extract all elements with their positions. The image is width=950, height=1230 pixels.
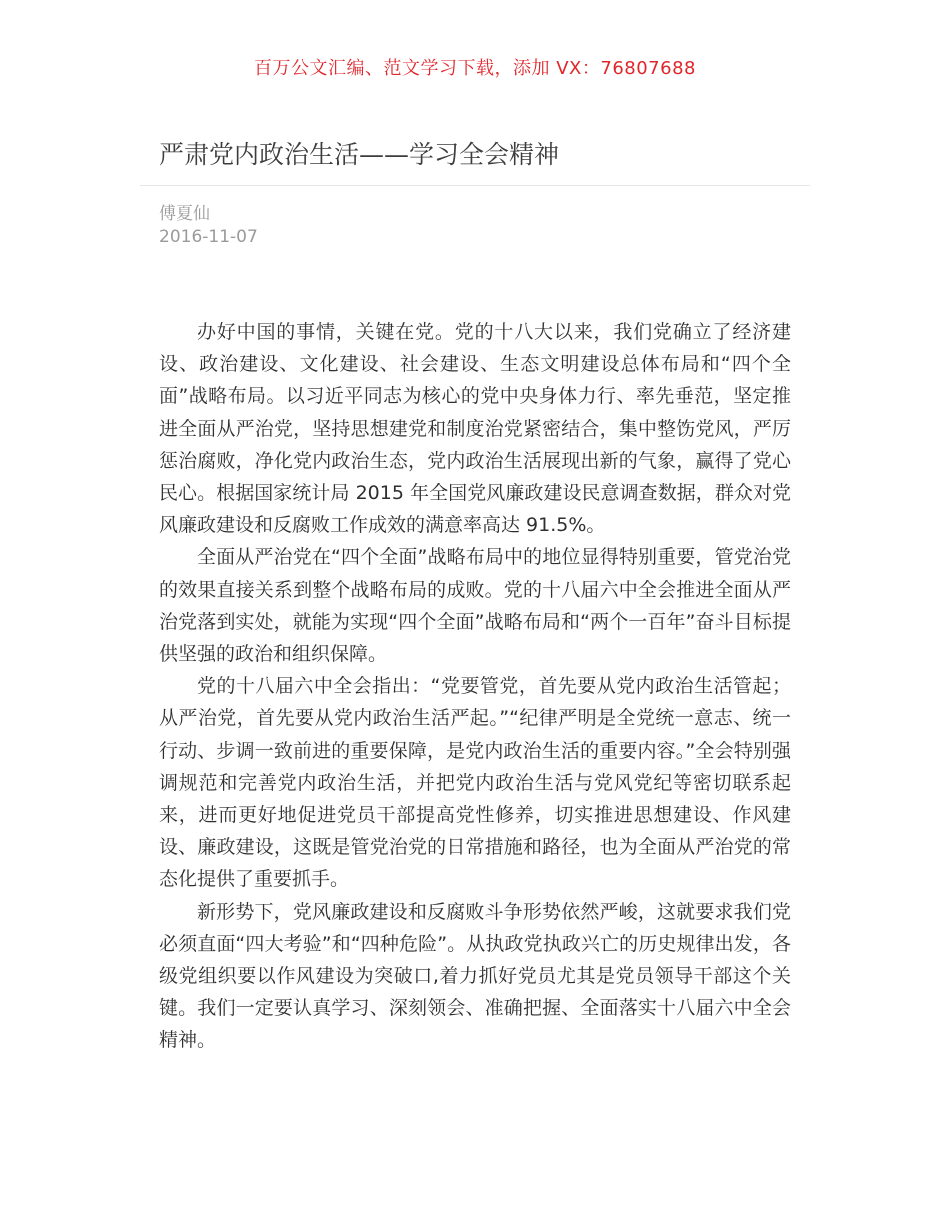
article-date: 2016-11-07	[159, 227, 258, 247]
promo-banner: 百万公文汇编、范文学习下载，添加 VX：76807688	[254, 58, 696, 79]
article-title: 严肃党内政治生活——学习全会精神	[159, 140, 560, 169]
article-body	[159, 316, 791, 1057]
body-paragraph: 全面从严治党在“四个全面”战略布局中的地位显得特别重要，管党治党的效果直接关系到整个战略布局的成败。党的十八届六中全会推进全面从严治党落到实处，就能为实现“四个全面”战略布局和“两个一百年”奋斗目标提供坚强的政治和组织保障。	[159, 546, 791, 666]
article-meta	[159, 203, 559, 249]
body-paragraph: 办好中国的事情，关键在党。党的十八大以来，我们党确立了经济建设、政治建设、文化建设、社会建设、生态文明建设总体布局和“四个全面”战略布局。以习近平同志为核心的党中央身体力行、率先垂范，坚定推进全面从严治党，坚持思想建党和制度治党紧密结合，集中整饬党风，严厉惩治腐败，净化党内政治生态，党内政治生活展现出新的气象，赢得了党心民心。根据国家统计局 2015 年全国党风廉政建设民意调查数据，群众对党风廉政建设和反腐败工作成效的满意率高达 91.5%。	[159, 321, 791, 537]
body-paragraph: 新形势下，党风廉政建设和反腐败斗争形势依然严峻，这就要求我们党必须直面“四大考验”和“四种危险”。从执政党执政兴亡的历史规律出发，各级党组织要以作风建设为突破口,着力抓好党员尤其是党员领导干部这个关键。我们一定要认真学习、深刻领会、准确把握、全面落实十八届六中全会精神。	[159, 900, 791, 1052]
title-divider	[140, 185, 810, 186]
body-paragraph: 党的十八届六中全会指出：“党要管党，首先要从党内政治生活管起；从严治党，首先要从党内政治生活严起。”“纪律严明是全党统一意志、统一行动、步调一致前进的重要保障，是党内政治生活的重要内容。”全会特别强调规范和完善党内政治生活，并把党内政治生活与党风党纪等密切联系起来，进而更好地促进党员干部提高党性修养，切实推进思想建设、作风建设、廉政建设，这既是管党治党的日常措施和路径，也为全面从严治党的常态化提供了重要抓手。	[159, 675, 791, 891]
article-author: 傅夏仙	[159, 204, 210, 224]
